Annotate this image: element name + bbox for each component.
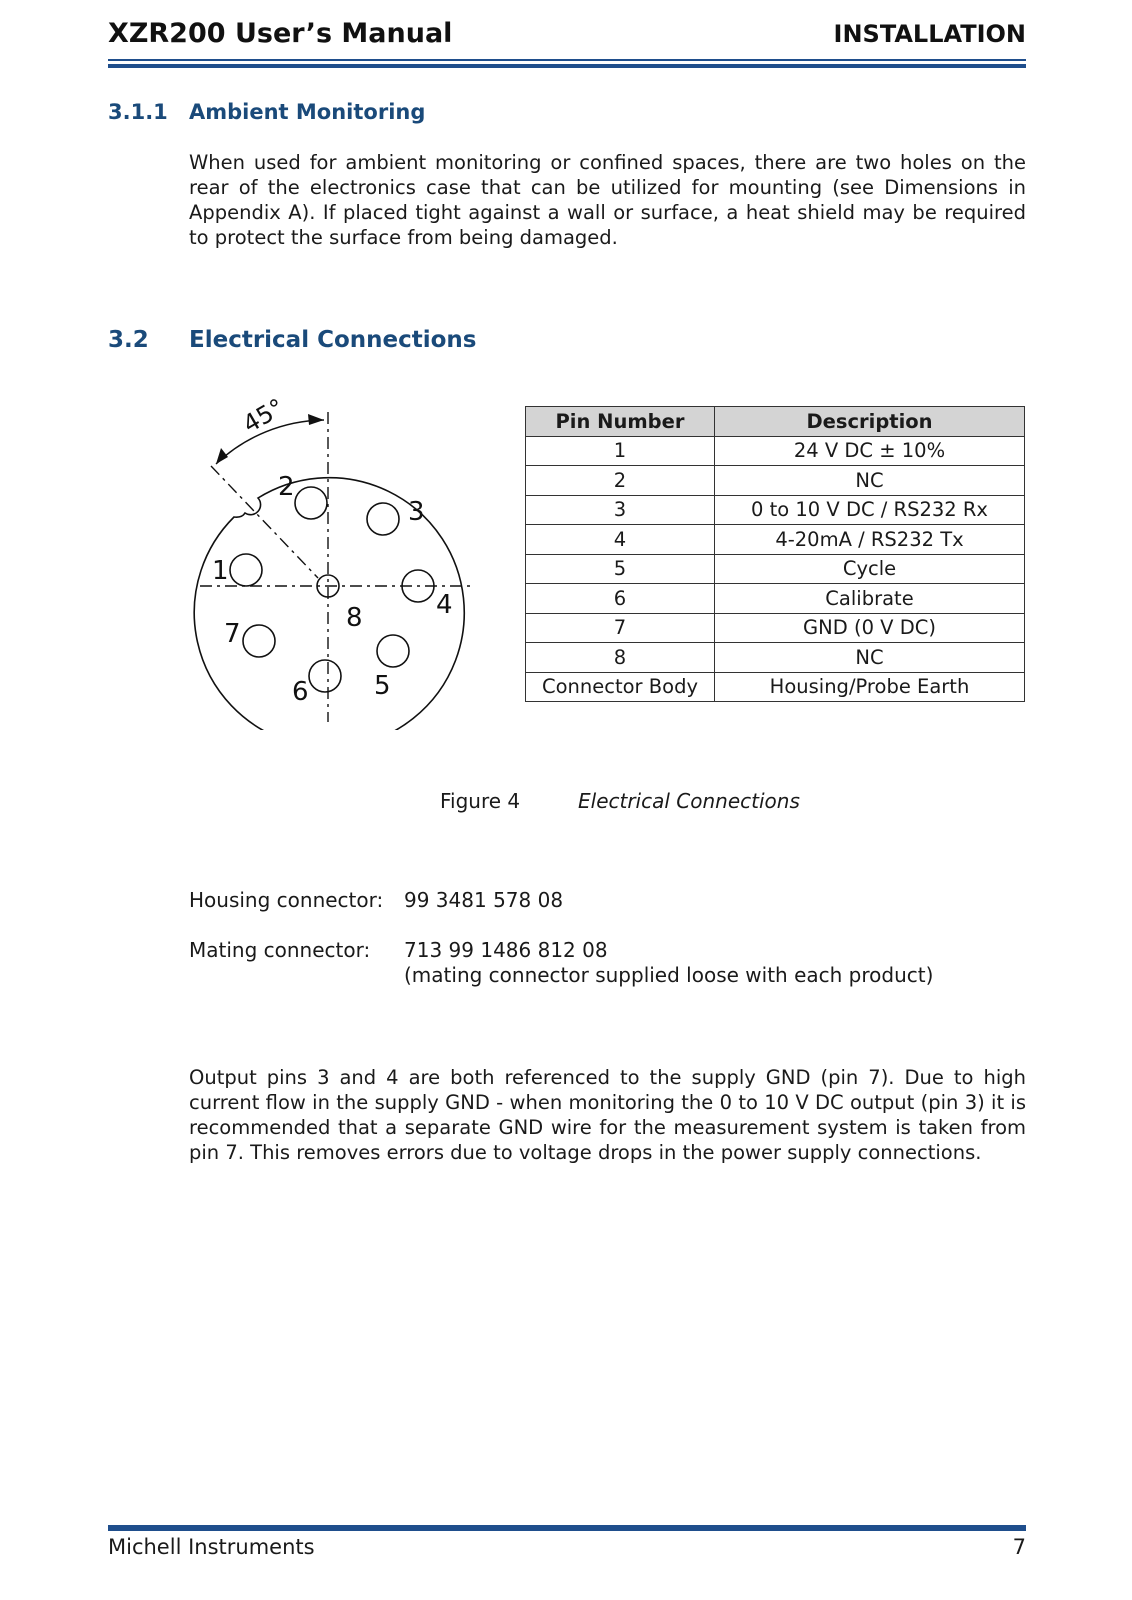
table-row (526, 554, 1025, 584)
pin-number-cell: 2 (526, 466, 715, 496)
pin-number-cell: 3 (526, 495, 715, 525)
section-311-number: 3.1.1 (108, 100, 168, 124)
mating-connector-note: (mating connector supplied loose with each product) (404, 963, 934, 987)
angle-arrow-left (216, 448, 228, 464)
output-note: Output pins 3 and 4 are both referenced to the supply GND (pin 7). Due to high current flow in the supply GND - when monitoring the 0 to 10 V DC output (pin 3) it is recommended that a separate GND wire for the measurement system is taken from pin 7. This removes errors due to voltage drops in the power supply connections. (189, 1066, 1026, 1164)
angle-arrow-right (308, 414, 324, 425)
pin-number-cell: Connector Body (526, 672, 715, 702)
pin-hole-3 (367, 503, 399, 535)
page-number: 7 (1012, 1535, 1026, 1559)
section-name: INSTALLATION (833, 20, 1026, 48)
pin-number-cell: 4 (526, 525, 715, 555)
table-row (526, 436, 1025, 466)
pin-description-cell: 0 to 10 V DC / RS232 Rx (715, 495, 1025, 525)
pin-description-cell: Housing/Probe Earth (715, 672, 1025, 702)
pin-label-7: 7 (224, 619, 241, 649)
pin-label-6: 6 (292, 677, 309, 707)
pin-label-4: 4 (436, 590, 453, 620)
pin-number-cell: 5 (526, 554, 715, 584)
pin-description-cell: GND (0 V DC) (715, 613, 1025, 643)
pin-hole-7 (243, 625, 275, 657)
pin-hole-2 (295, 487, 327, 519)
table-row (526, 495, 1025, 525)
pin-number-cell: 6 (526, 584, 715, 614)
housing-connector-label: Housing connector: (189, 888, 384, 912)
pin-hole-1 (230, 554, 262, 586)
section-311-body: When used for ambient monitoring or confined spaces, there are two holes on the rear of the electronics case that can be utilized for mounting (see Dimensions in Appendix A). If placed tight against a wall or surface, a heat shield may be required to protect the surface from being damaged. (189, 151, 1026, 249)
footer-company: Michell Instruments (108, 1535, 315, 1559)
table-row (526, 466, 1025, 496)
pin-description-cell: NC (715, 466, 1025, 496)
pin-label-1: 1 (212, 556, 229, 586)
table-row (526, 584, 1025, 614)
header-rule-thin (108, 59, 1026, 61)
table-row (526, 525, 1025, 555)
figure-label: Figure 4 (440, 789, 521, 813)
housing-connector-value: 99 3481 578 08 (404, 888, 564, 912)
pin-label-5: 5 (374, 671, 391, 701)
pin-label-8: 8 (346, 603, 363, 633)
pin-table (525, 406, 1025, 702)
pin-label-2: 2 (278, 472, 295, 502)
figure-caption: Electrical Connections (578, 789, 800, 813)
pin-description-cell: Cycle (715, 554, 1025, 584)
pin-description-cell: NC (715, 643, 1025, 673)
table-row (526, 613, 1025, 643)
footer-rule (108, 1525, 1026, 1531)
connector-pinout-diagram (190, 385, 480, 730)
document-title: XZR200 User’s Manual (108, 18, 453, 49)
pin-description-cell: Calibrate (715, 584, 1025, 614)
header-rule-thick (108, 64, 1026, 68)
pin-hole-5 (377, 635, 409, 667)
table-row (526, 672, 1025, 702)
pin-label-3: 3 (408, 497, 425, 527)
section-32-number: 3.2 (108, 327, 149, 353)
table-row (526, 643, 1025, 673)
pin-table-header (526, 407, 1025, 437)
header-description: Description (715, 407, 1025, 437)
pin-number-cell: 1 (526, 436, 715, 466)
section-311-title: Ambient Monitoring (189, 100, 426, 124)
section-32-title: Electrical Connections (189, 327, 477, 353)
pin-number-cell: 7 (526, 613, 715, 643)
pin-description-cell: 4-20mA / RS232 Tx (715, 525, 1025, 555)
pin-number-cell: 8 (526, 643, 715, 673)
mating-connector-label: Mating connector: (189, 938, 371, 962)
pin-hole-6 (309, 660, 341, 692)
mating-connector-value: 713 99 1486 812 08 (404, 938, 608, 962)
pin-description-cell: 24 V DC ± 10% (715, 436, 1025, 466)
angle-label: 45° (238, 393, 289, 439)
header-pin-number: Pin Number (526, 407, 715, 437)
